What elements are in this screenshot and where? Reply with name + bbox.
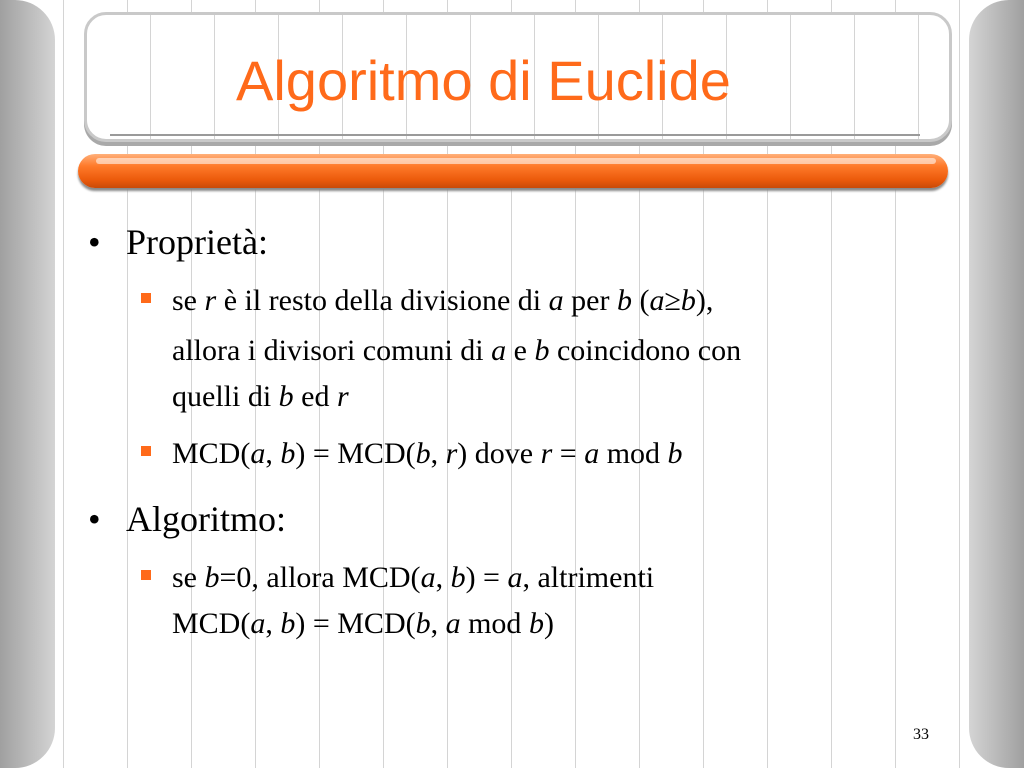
sub-bullet-line [172,278,713,324]
text-run: , [435,561,451,594]
text-run: ) = [465,561,508,594]
math-variable: r [445,437,458,470]
math-variable: b [415,437,431,470]
math-variable: b [528,607,544,640]
math-variable: r [336,380,349,413]
text-run: , [265,607,281,640]
square-bullet-icon [141,446,151,456]
page-number: 33 [913,726,929,743]
text-run: ) [543,607,554,640]
bullet-level1 [88,498,286,540]
sub-bullet-line [172,601,554,647]
text-run: MCD( [172,437,251,470]
math-variable: b [280,437,296,470]
text-run: quelli di [172,380,279,413]
text-run: mod [460,607,529,640]
math-variable: a [250,437,266,470]
slide-title: Algoritmo di Euclide [236,49,731,112]
math-variable: b [450,561,466,594]
math-variable: b [278,380,294,413]
math-variable: a [584,437,600,470]
text-run: ed [293,380,337,413]
text-run: , [430,607,446,640]
text-run: =0, allora MCD( [219,561,421,594]
math-variable: a [548,284,564,317]
text-run: , altrimenti [522,561,655,594]
text-run: se [172,561,205,594]
text-run: ), [695,284,714,317]
bullet-text: Proprietà: [126,222,268,262]
sub-bullet-line [172,374,349,420]
math-variable: a [491,334,507,367]
bullet-text: Algoritmo: [126,499,286,539]
bullet-level1 [88,221,268,263]
square-bullet-icon [141,570,151,580]
bullet-dot-icon: • [88,222,101,262]
math-variable: a [445,607,461,640]
text-run: , [430,437,446,470]
sub-bullet-line [172,431,683,477]
math-variable: b [415,607,431,640]
math-variable: b [667,437,683,470]
math-variable: a [420,561,436,594]
text-run: per [563,284,617,317]
bullet-dot-icon: • [88,499,101,539]
math-variable: a [649,284,665,317]
sub-bullet-line [172,555,654,601]
text-run: = [552,437,585,470]
math-variable: b [534,334,550,367]
text-run: mod [599,437,668,470]
sub-bullet-line [172,328,741,374]
text-run: allora i divisori comuni di [172,334,492,367]
math-variable: r [204,284,217,317]
text-run: ) = MCD( [295,607,416,640]
math-variable: a [507,561,523,594]
math-variable: b [680,284,696,317]
text-run: se [172,284,205,317]
text-run: , [265,437,281,470]
math-variable: b [616,284,632,317]
text-run: ( [631,284,650,317]
text-run: MCD( [172,607,251,640]
text-run: ) = MCD( [295,437,416,470]
text-run: è il resto della divisione di [216,284,549,317]
text-run: e [506,334,535,367]
math-variable: b [204,561,220,594]
text-run: coincidono con [549,334,742,367]
math-variable: a [250,607,266,640]
math-variable: b [280,607,296,640]
text-run: ≥ [664,284,681,317]
text-run: ) dove [457,437,541,470]
math-variable: r [540,437,553,470]
square-bullet-icon [141,293,151,303]
